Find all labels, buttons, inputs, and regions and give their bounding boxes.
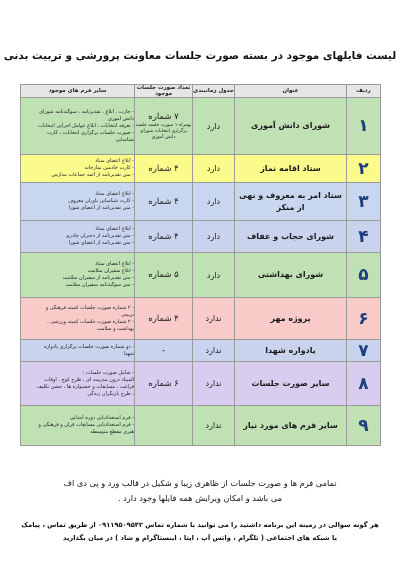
table-row [21,298,381,340]
form-item: - چارت ، ابلاغ ، تقدیرنامه ، سوگندنامه شورای [39,108,134,115]
row-other-forms [21,183,135,221]
row-minutes-count [135,298,193,340]
row-minutes-count [135,253,193,298]
form-item: هنری مقطع متوسطه [90,429,134,435]
row-schedule-status: ندارد [193,406,235,446]
row-other-forms [21,298,135,340]
row-topic: شورای دانش آموزی [235,98,347,155]
count-value: ۴ شماره [148,163,179,174]
form-item: - ابلاغ اعضای ستاد [95,158,134,164]
table-row [21,253,381,298]
form-item: دانش آموزی [108,115,134,122]
row-other-forms [21,406,135,446]
row-schedule-status: دارد [193,253,235,298]
table-header-row [21,85,381,98]
row-schedule-status: ندارد [193,298,235,340]
form-item: شهدا [123,350,134,357]
table-row [21,362,381,406]
row-number: ۸ [347,362,381,406]
form-item: - متن سوگندنامه سفیران سلامت [65,282,134,288]
form-item: - ابلاغ اعضای ستاد [95,261,134,267]
header-topic: عنوان [235,85,347,98]
form-item: - ابلاغ اعضای ستاد [95,226,134,232]
row-minutes-count [135,221,193,253]
row-schedule-status: دارد [193,155,235,183]
row-minutes-count [135,98,193,155]
form-item: - دو شماره صورت جلسات برگزاری یادواره [44,343,134,350]
form-item: المپیاد درون مدرسه ای ، طرح کوچ ، اوقات [44,376,134,383]
count-note: بهمراه ۱ صورت جلسه جلسه برگزاری انتخابات شورای دانش آموزی [135,122,192,140]
table-row [21,155,381,183]
row-topic: شورای بهداشتی [235,253,347,298]
form-item: ، طرح بازیگران زندگی [87,390,134,397]
form-item: - کارت خادمین نمازخانه [84,165,134,171]
table-row [21,221,381,253]
row-minutes-count [135,155,193,183]
table-row [21,340,381,362]
count-value: ۴ شماره [148,231,179,242]
form-item: - متن تقدیرنامه از دختران چادری [65,233,134,239]
row-topic: یادواره شهدا [235,340,347,362]
row-number: ۲ [347,155,381,183]
form-item: - متن تقدیرنامه از اعضای شورا [68,205,134,211]
note-contact [18,519,382,545]
row-minutes-count [135,406,193,446]
form-item: بهداشت و سلامت [96,325,134,332]
note-line-1: تمامی فرم ها و صورت جلسات از ظاهری زیبا و شکیل در قالب ورد و پی دی اف [63,478,337,488]
row-minutes-count [135,183,193,221]
row-other-forms [21,221,135,253]
row-minutes-count [135,362,193,406]
note-availability [18,476,382,506]
count-value: ۷ شماره [148,111,179,122]
form-item: - فرم استعدادیابی دوره ابتدایی [69,415,134,421]
table-body [21,98,381,446]
row-schedule-status: دارد [193,221,235,253]
row-number: ۹ [347,406,381,446]
form-item: - کارت شناسایی یاوران معروف [68,198,134,204]
row-other-forms [21,155,135,183]
row-number: ۵ [347,253,381,298]
form-item: - متن تقدیرنامه از ائمه جماعات مدارس [51,172,134,178]
form-item: - ۲ شماره صورت جلسات کمیته فرهنگی و [45,304,134,311]
row-number: ۴ [347,221,381,253]
row-topic: ستاد اقامه نماز [235,155,347,183]
count-value: ۶ شماره [148,378,179,389]
row-topic: پروژه مهر [235,298,347,340]
count-value: ۵ شماره [148,270,179,280]
form-item: - صورت جلسات برگزاری انتخابات ، کارت [46,129,134,136]
note-line-4: یا شبکه های اجتماعی ( تلگرام ، واتس آپ ، ایتا ، اینستاگرام و شاد ) در میان بگذارید [63,534,337,542]
note-line-2: می باشد و امکان ویرایش همه فایلها وجود دارد . [117,493,283,503]
row-other-forms [21,253,135,298]
header-count: تعداد صورت جلسات موجود [135,85,193,98]
form-item: - ابلاغ سفیران سلامت [87,268,134,274]
row-schedule-status: دارد [193,98,235,155]
form-item: تربیتی [121,311,134,318]
row-number: ۷ [347,340,381,362]
form-item: - متن تقدیرنامه از اعضای شورا [68,240,134,246]
row-other-forms [21,98,135,155]
count-value: - [161,345,166,356]
header-table: جدول زمانبندی [193,85,235,98]
header-num: ردیف [347,85,381,98]
form-item: - فرم استعدادیابی مسابقات قرآن و فرهنگی و [38,422,134,428]
count-value: ۴ شماره [148,313,179,324]
form-item: - متن تقدیرنامه از سفیران سلامت [62,275,134,281]
note-line-3: هر گونه سوالی در زمینه این برنامه داشتید را می توانید با شماره تماس ۰۹۱۱۹۵۰۹۵۴۲ از طریق تماس ، پیامک [21,521,379,529]
count-value: ۴ شماره [148,196,179,207]
row-schedule-status: ندارد [193,340,235,362]
row-other-forms [21,362,135,406]
row-topic: سایر فرم های مورد نیاز [235,406,347,446]
row-other-forms [21,340,135,362]
header-forms: سایر فرم های موجود [21,85,135,98]
row-topic: ستاد امر به معروف و نهی از منکر [235,183,347,221]
form-item: - ۲ شماره صورت جلسات کمیته ورزشی ، [47,318,134,325]
form-item: فراغت ، مسابقات و جشنواره ها ، جشن تکلیف [36,383,134,390]
row-topic: سایر صورت جلسات [235,362,347,406]
document-title: لیست فایلهای موجود در بسته صورت جلسات معاونت پرورشی و تربیت بدنی [3,50,397,62]
form-item: - ابلاغ اعضای ستاد [95,191,134,197]
row-number: ۶ [347,298,381,340]
row-schedule-status: دارد [193,183,235,221]
row-minutes-count [135,340,193,362]
row-number: ۱ [347,98,381,155]
table-row [21,98,381,155]
row-topic: شورای حجاب و عفاف [235,221,347,253]
row-schedule-status: ندارد [193,362,235,406]
form-item: - تعرفه انتخابات ، ابلاغ عوامل اجرایی انتخابات [38,122,134,129]
table-row [21,406,381,446]
row-number: ۳ [347,183,381,221]
form-item: شناسایی [115,136,134,143]
table-row [21,183,381,221]
files-table [20,84,381,446]
form-item: - شامل صورت جلسات : [82,369,134,376]
